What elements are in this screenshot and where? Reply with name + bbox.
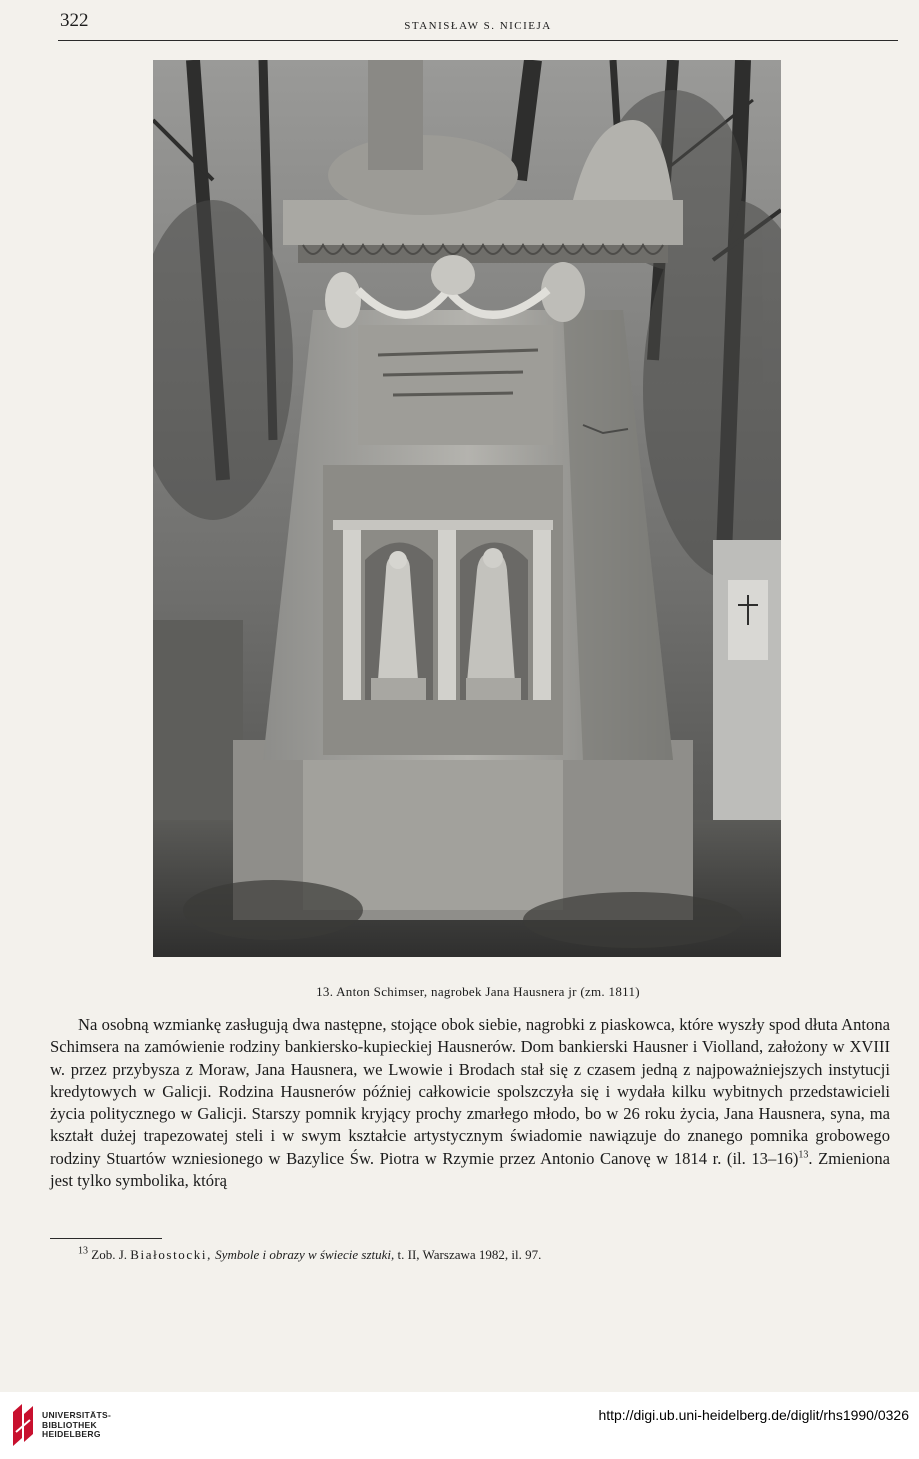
library-name [42,1411,111,1440]
body-text [50,1014,890,1192]
figure-caption: 13. Anton Schimser, nagrobek Jana Hausnera jr (zm. 1811) [316,984,640,999]
footnote-separator [50,1238,162,1239]
page-number: 322 [60,10,89,31]
library-name-line: HEIDELBERG [42,1429,101,1439]
tombstone-photograph-image [153,60,781,957]
body-paragraph [50,1014,890,1192]
footnote [50,1247,890,1263]
library-name-line: UNIVERSITÄTS- [42,1410,112,1420]
heidelberg-university-library-logo-icon [10,1402,36,1448]
paragraph-text: Na osobną wzmiankę zasługują dwa następne, stojące obok siebie, nagrobki z piaskowca, które wyszły spod dłuta Antona Schimsera na zamówienie rodziny bankiersko-kupieckiej Hausnerów. Dom bankierski Hausner i Violland, założony w XVIII w. przez przybysza z Moraw, Jana Hausnera, we Lwowie i Brodach stał się z czasem jedną z najpoważniejszych instytucji kredytowych w Galicji. Rodzina Hausnerów później całkowicie spolszczyła się i wydała kilku wybitnych przedstawicieli życia politycznego w Galicji. Starszy pomnik kryjący prochy zmarłego młodo, bo w 26 roku życia, Jana Hausnera, syna, ma kształt dużej trapezowatej steli i w swym kształcie artystycznym świadomie nawiązuje do znanego pomnika grobowego rodziny Stuartów wzniesionego w Bazylice Św. Piotra w Rzymie przez Antonio Canovę w 1814 r. (il. 13–16) [50,1015,890,1168]
page-footer [0,1392,919,1459]
source-url-link[interactable]: http://digi.ub.uni-heidelberg.de/diglit/rhs1990/0326 [598,1407,909,1423]
running-head: STANISŁAW S. NICIEJA [404,20,552,32]
paragraph-text-continued: . Zmieniona jest tylko symbolika, którą [50,1148,890,1191]
footnote-reference[interactable]: 13 [798,1149,809,1161]
tombstone-photograph [153,60,781,957]
footnote-number: 13 [78,1245,88,1257]
footnote-author: Białostocki, [130,1247,212,1262]
library-name-line: BIBLIOTHEK [42,1419,97,1430]
footnote-prefix: Zob. J. [91,1247,127,1262]
footnote-title: Symbole i obrazy w świecie sztuki, [215,1247,395,1262]
page-header [58,10,898,41]
footnote-details: t. II, Warszawa 1982, il. 97. [397,1247,542,1262]
